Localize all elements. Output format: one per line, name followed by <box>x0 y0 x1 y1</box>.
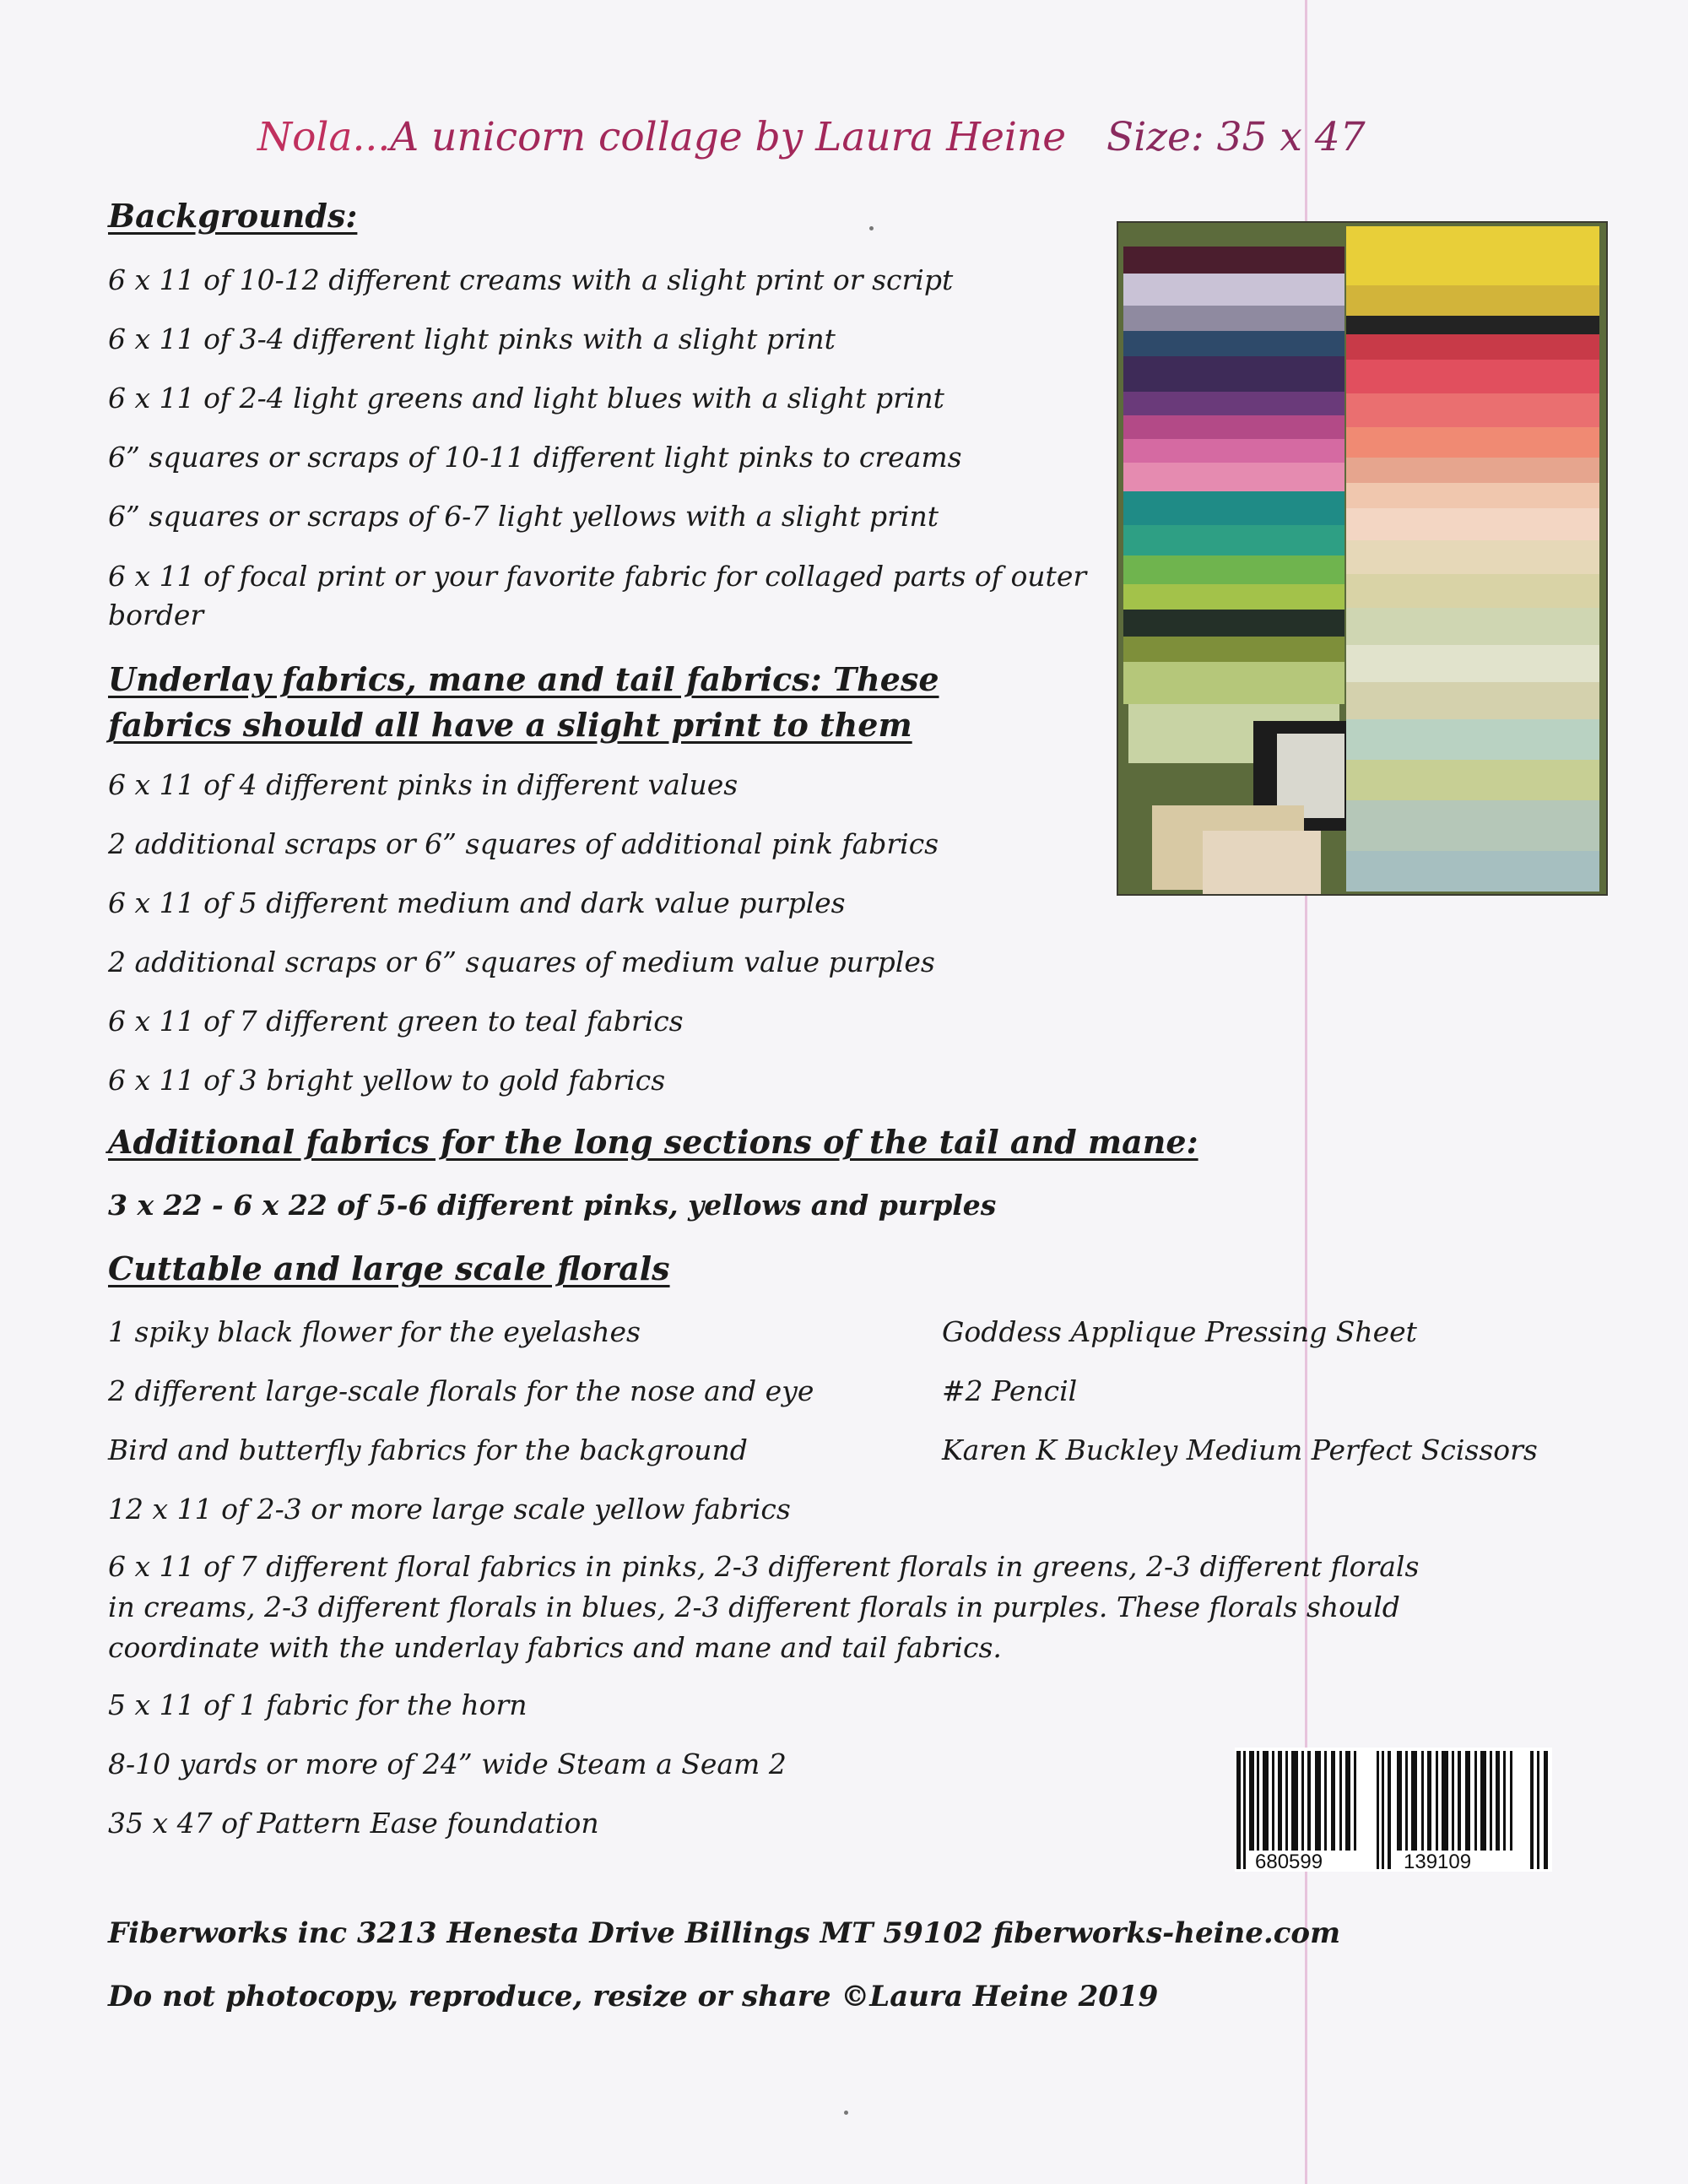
list-item: 2 different large-scale florals for the nose and eye <box>108 1374 814 1407</box>
underlay-heading-line2: fabrics should all have a slight print to them <box>108 706 912 744</box>
list-item: 6 x 11 of 2-4 light greens and light blues with a slight print <box>108 382 944 415</box>
list-item: 2 additional scraps or 6” squares of medium value purples <box>108 946 935 978</box>
page-title <box>257 114 1366 160</box>
list-item: 6 x 11 of 7 different green to teal fabrics <box>108 1005 684 1038</box>
scan-speck <box>869 226 874 230</box>
cuttable-heading: Cuttable and large scale florals <box>108 1249 670 1287</box>
list-item: 6 x 11 of 5 different medium and dark value purples <box>108 886 846 919</box>
backgrounds-heading: Backgrounds: <box>108 197 358 235</box>
fabric-stack-photo <box>1117 221 1608 896</box>
list-item: 6 x 11 of 3-4 different light pinks with a slight print <box>108 322 836 355</box>
list-item: 6 x 11 of 10-12 different creams with a slight print or script <box>108 263 954 296</box>
list-item: 12 x 11 of 2-3 or more large scale yellow fabrics <box>108 1493 791 1526</box>
underlay-heading-line1: Underlay fabrics, mane and tail fabrics: These <box>108 660 939 698</box>
list-item: 6 x 11 of 4 different pinks in different values <box>108 768 738 801</box>
barcode <box>1235 1748 1552 1872</box>
florals-line-3: coordinate with the underlay fabrics and mane and tail fabrics. <box>108 1631 1002 1664</box>
title-main: A unicorn collage by Laura Heine <box>390 114 1067 160</box>
supply-item: Goddess Applique Pressing Sheet <box>942 1315 1417 1348</box>
list-item: 1 spiky black flower for the eyelashes <box>108 1315 641 1348</box>
list-item: 6 x 11 of 3 bright yellow to gold fabrics <box>108 1064 666 1097</box>
barcode-left-digits: 680599 <box>1255 1851 1323 1872</box>
footer-copyright: Do not photocopy, reproduce, resize or share ©Laura Heine 2019 <box>108 1980 1159 2013</box>
florals-line-1: 6 x 11 of 7 different floral fabrics in pinks, 2-3 different florals in greens, 2-3 different florals <box>108 1550 1420 1583</box>
scan-speck <box>844 2111 848 2115</box>
list-item: 5 x 11 of 1 fabric for the horn <box>108 1688 528 1721</box>
supply-item: #2 Pencil <box>942 1374 1078 1407</box>
footer-address: Fiberworks inc 3213 Henesta Drive Billings MT 59102 fiberworks-heine.com <box>108 1916 1341 1950</box>
florals-line-2: in creams, 2-3 different florals in blues, 2-3 different florals in purples. These florals should <box>108 1591 1400 1623</box>
list-item: 6” squares or scraps of 10-11 different light pinks to creams <box>108 441 962 474</box>
list-item: 6” squares or scraps of 6-7 light yellows with a slight print <box>108 500 939 533</box>
list-item: Bird and butterfly fabrics for the background <box>108 1433 748 1466</box>
list-item: 6 x 11 of focal print or your favorite fabric for collaged parts of outer border <box>108 560 1087 631</box>
supply-item: Karen K Buckley Medium Perfect Scissors <box>942 1433 1538 1466</box>
list-item: 8-10 yards or more of 24” wide Steam a Seam 2 <box>108 1748 787 1780</box>
title-prefix: Nola... <box>257 114 391 160</box>
title-size: Size: 35 x 47 <box>1106 114 1366 160</box>
barcode-right-digits: 139109 <box>1404 1851 1472 1872</box>
barcode-graphic <box>1235 1748 1552 1872</box>
additional-heading: Additional fabrics for the long sections of the tail and mane: <box>108 1123 1198 1161</box>
list-item: 3 x 22 - 6 x 22 of 5-6 different pinks, yellows and purples <box>108 1189 997 1222</box>
list-item: 35 x 47 of Pattern Ease foundation <box>108 1807 599 1840</box>
list-item: 2 additional scraps or 6” squares of additional pink fabrics <box>108 827 939 860</box>
